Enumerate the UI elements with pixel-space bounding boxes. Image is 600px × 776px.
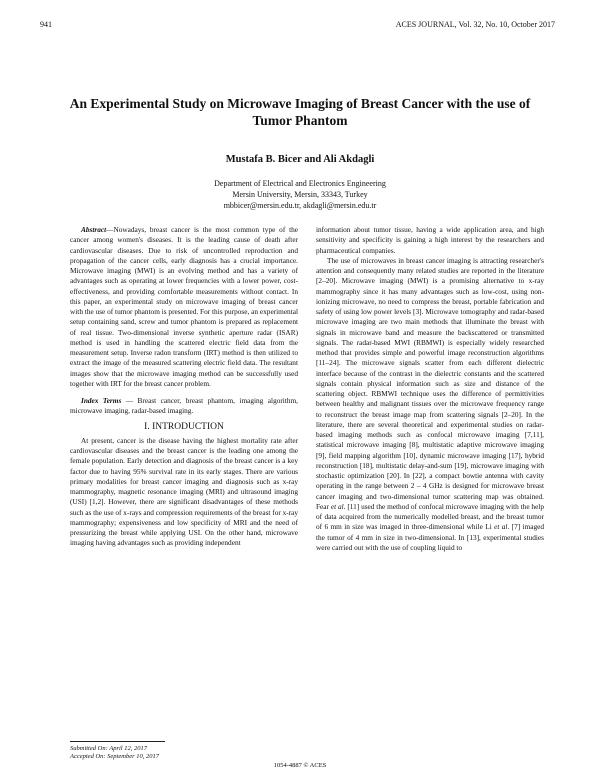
abstract: Abstract—Nowadays, breast cancer is the most common type of the cancer among women's diseases. It is the leading cause of death after cardiovascular diseases. Due to risk of uncontrolled reproduction and propagation of the cancer cells, early diagnosis has a crucial importance. Microwave imaging (MWI) is an evolving method and has a variety of advantages such as operating at lower frequencies with a lower power, cost-effectiveness, and providing comfortable measurements without contact. In this paper, an experimental study on microwave imaging of breast cancer with the use of tumor phantom is presented. For this purpose, an experimental setup containing sand, screw and tumor phantom is prepared as replacement of real tissue. Two-dimensional inverse synthetic aperture radar (ISAR) method is used in handling the scattered electric field data from the measurement setup. Inverse radon transform (IRT) method is then utilized to extract the image of the measured scattering electric field data. The resultant images show that the microwave imaging method can be successfully used together with IRT for the breast cancer problem. <box>70 225 298 388</box>
intro-paragraph-left: At present, cancer is the disease having the highest mortality rate after cardiovascular diseases and the breast cancer is the leading one among the female population. Early detection and diagnosis of the breast cancer is a key factor due to having 95% survival rate in its early stages. There are various primary modalities for breast cancer imaging and diagnosis such as x-ray mammography, magnetic resonance imaging (MRI) and ultrasound imaging (USI) [1,2]. However, there are significant disadvantages of these methods such as the use of x-rays and compression requirements of the breast for x-ray mammography; expensiveness and low specificity of MRI and the need of pressurizing the breast while applying USI. On the other hand, microwave imaging having advantages such as providing independent <box>70 435 298 548</box>
intro-text-a: The use of microwaves in breast cancer imaging is attracting researcher's attention and consequently many related studies are reported in the literature [2–20]. Microwave imaging (MWI) is a promising alternative to x-ray mammography since it has many advantages such as low-cost, using non-ionizing microwave, no need to compress the breast, portable fabrication and safety of using low power levels [3]. Microwave tomography and radar-based microwave imaging are two main methods that illuminate the breast with signals in microwave band and measure the backscattered or transmitted signals. The radar-based MWI (RBMWI) is especially widely researched method that provides simple and powerful image reconstruction algorithms [11–24]. The microwave signals scatter from each different dielectric interface because of the contrast in the dielectric constants and the scattered signals contain physical information such as size and distance of the scattering object. RBMWI technique uses the difference of permittivities between healthy and malignant tissues over the microwave frequency range to reconstruct the breast image map from scattering signals [2–20]. In the literature, there are several theoretical and experimental studies on radar-based imaging methods such as confocal microwave imaging [7,11], statistical microwave imaging [8], multistatic adaptive microwave imaging [9], field mapping algorithm [10], dynamic microwave imaging [17], hybrid reconstruction [18], multistatic delay-and-sum [19], microwave imaging with stochastic optimization [20]. In [22], a compact bowtie antenna with cavity operating in the range between 2 – 4 GHz is designed for microwave breast cancer imaging and two-dimensional tumor scattering map was obtained. Fear <box>316 255 544 511</box>
affiliation-university: Mersin University, Mersin, 33343, Turkey <box>232 190 368 199</box>
abstract-label: Abstract <box>81 225 107 234</box>
paper-authors: Mustafa B. Bicer and Ali Akdagli <box>225 154 375 165</box>
footnote-rule <box>70 741 165 742</box>
section-heading: I. INTRODUCTION <box>144 421 224 432</box>
index-terms: Index Terms — Breast cancer, breast phantom, imaging algorithm, microwave imaging, radar-based imaging. <box>70 396 298 416</box>
affiliation-emails[interactable]: mbbicer@mersin.edu.tr, akdagli@mersin.edu.tr <box>223 201 377 210</box>
submitted-date: Submitted On: April 12, 2017 <box>70 745 147 752</box>
et-al-1: et al <box>330 501 344 511</box>
journal-header: ACES JOURNAL, Vol. 32, No. 10, October 2017 <box>395 20 555 29</box>
intro-paragraph-right-1: information about tumor tissue, having a wide application area, and high sensitivity and specificity is gaining a high interest by the researchers and pharmaceutical companies. <box>316 225 544 255</box>
index-terms-label: Index Terms <box>81 396 122 405</box>
abstract-text: Nowadays, breast cancer is the most common type of the cancer among women's diseases. It is the leading cause of death after cardiovascular diseases. Due to risk of uncontrolled reproduction and propagation of the cancer cells, early diagnosis has a crucial importance. Microwave imaging (MWI) is an evolving method and has a variety of advantages such as operating at lower frequencies with a lower power, cost-effectiveness, and providing comfortable measurements without contact. In this paper, an experimental study on microwave imaging of breast cancer with the use of tumor phantom is presented. For this purpose, an experimental setup containing sand, screw and tumor phantom is prepared as replacement of real tissue. Two-dimensional inverse synthetic aperture radar (ISAR) method is used in handling the scattered electric field data from the measurement setup. Inverse radon transform (IRT) method is then utilized to extract the image of the measured scattering electric field data. The resultant images show that the microwave imaging method can be successfully used together with IRT for the breast cancer problem. <box>70 225 298 388</box>
et-al-2: et al <box>494 522 508 532</box>
left-column <box>70 225 298 549</box>
footnotes <box>70 745 159 761</box>
right-column <box>316 225 544 553</box>
intro-paragraph-right-2 <box>316 256 544 553</box>
paper-title: An Experimental Study on Microwave Imaging of Breast Cancer with the use of Tumor Phantom <box>69 96 531 128</box>
affiliation <box>60 178 540 211</box>
intro-text-b: . [11] used the method of confocal microwave imaging with the help of data acquired from the numerically modelled breast, and the breast tumor of 6 mm in size was imaged in three-dimensional while Li <box>316 501 544 532</box>
affiliation-department: Department of Electrical and Electronics Engineering <box>214 179 386 188</box>
page-footer: 1054-4887 © ACES <box>273 762 327 769</box>
page-number: 941 <box>40 20 52 29</box>
intro-text-c: . [7] imaged the tumor of 4 mm in size in two-dimensional. In [13], experimental studies were carried out with the use of coupling liquid to <box>316 522 544 552</box>
index-terms-text: Breast cancer, breast phantom, imaging algorithm, microwave imaging, radar-based imaging. <box>70 396 298 416</box>
accepted-date: Accepted On: September 10, 2017 <box>70 753 159 760</box>
